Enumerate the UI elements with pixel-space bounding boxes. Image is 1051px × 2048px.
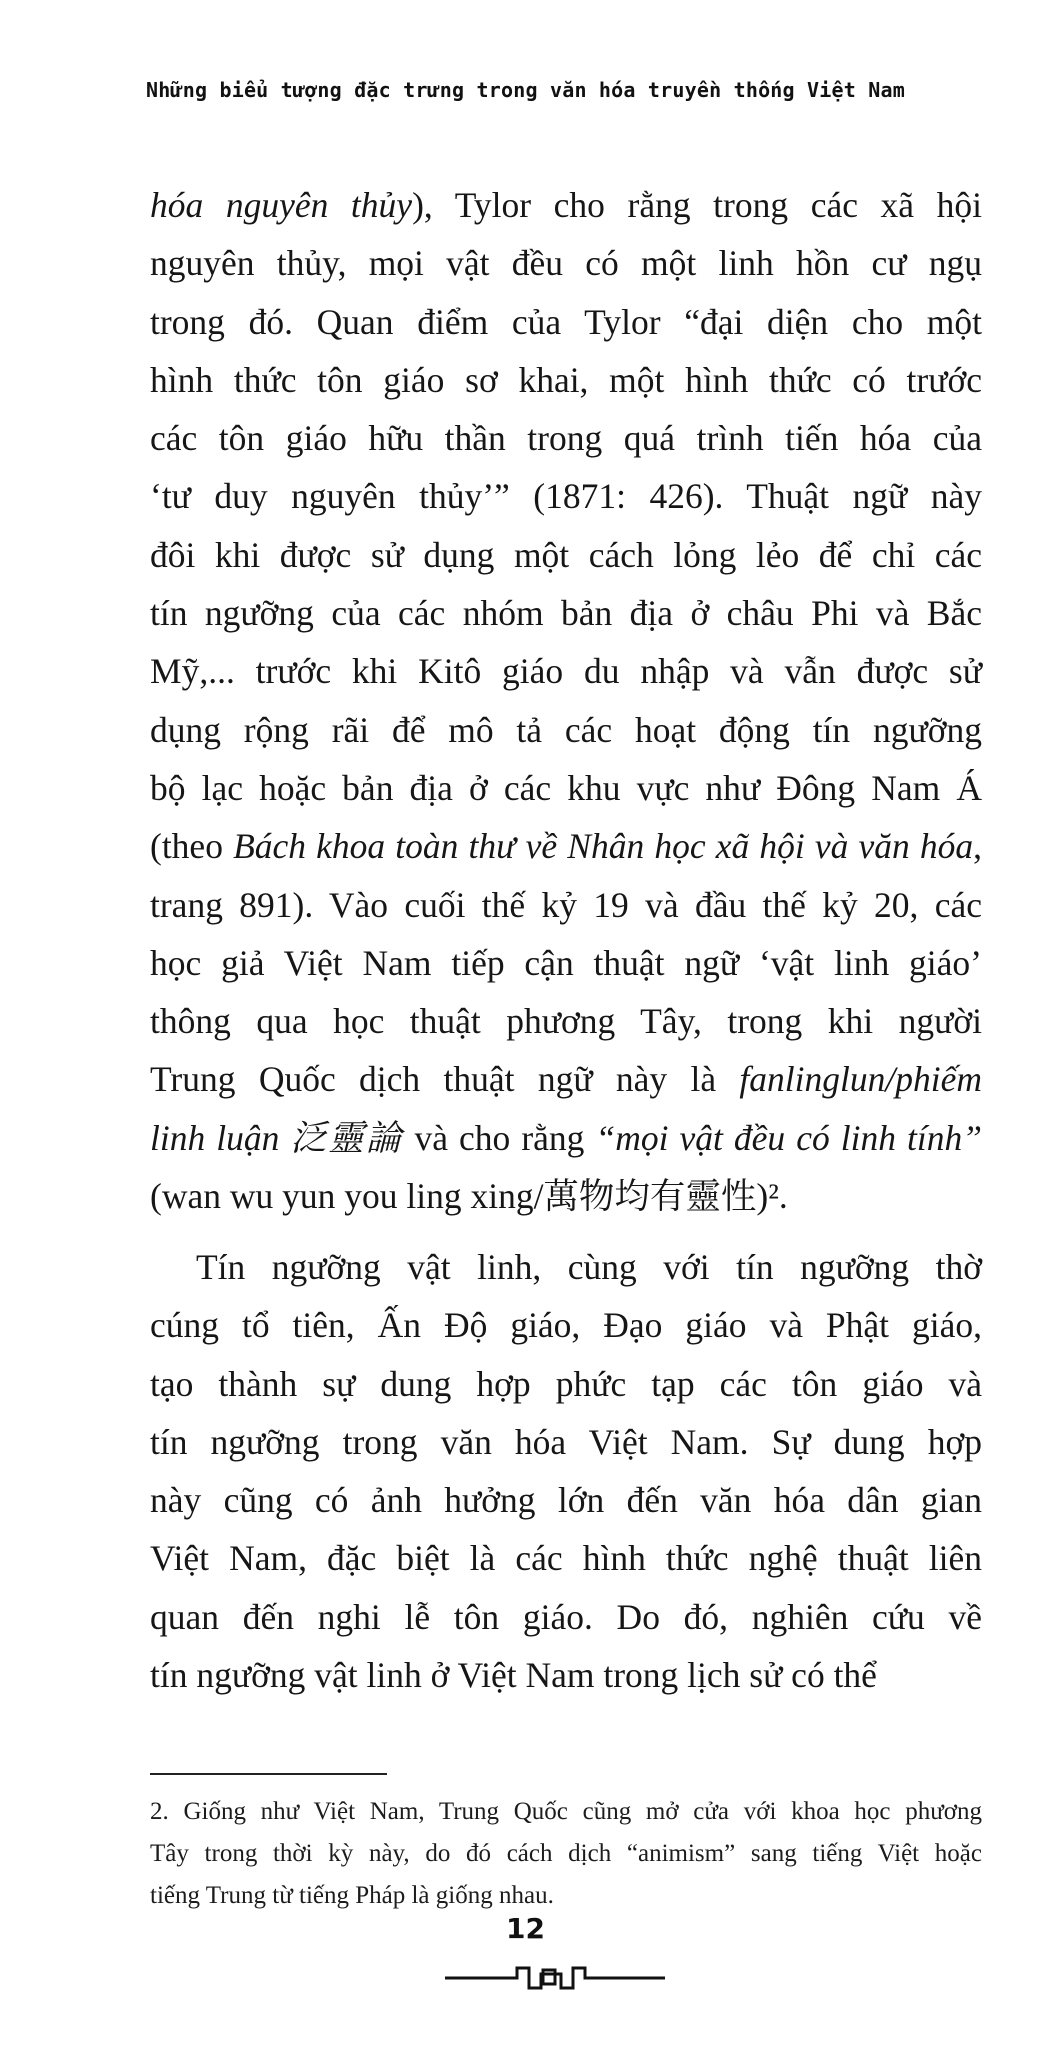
- footnote-line: tiếng Trung từ tiếng Pháp là giống nhau.: [150, 1882, 554, 1909]
- text-line: [150, 1588, 982, 1646]
- italic-text: hóa nguyên thủy: [150, 185, 413, 225]
- text-run: Tín ngưỡng vật linh, cùng với tín ngưỡng thờ: [196, 1247, 982, 1287]
- text-run: tín ngưỡng vật linh ở Việt Nam trong lịch sử có thể: [150, 1655, 877, 1696]
- text-run: các tôn giáo hữu thần trong quá trình tiến hóa của: [150, 418, 982, 459]
- text-line: [150, 293, 982, 351]
- text-run: (theo: [150, 826, 234, 867]
- text-line: [150, 759, 982, 817]
- paragraph-1: [150, 176, 982, 1225]
- running-header: Những biểu tượng đặc trưng trong văn hóa truyền thống Việt Nam: [146, 78, 905, 102]
- italic-text: linh luận 泛靈論: [150, 1117, 404, 1158]
- text-line: [150, 409, 982, 467]
- text-line: [150, 176, 982, 234]
- text-run: ), Tylor cho rằng trong các xã hội: [412, 185, 983, 225]
- page-ornament: [445, 1960, 665, 1996]
- text-run: này cũng có ảnh hưởng lớn đến văn hóa dân gian: [150, 1480, 982, 1521]
- text-run: trang 891). Vào cuối thế kỷ 19 và đầu thế kỷ 20, các: [150, 884, 982, 925]
- text-run: dụng rộng rãi để mô tả các hoạt động tín ngưỡng: [150, 709, 982, 750]
- footnote: [150, 1791, 982, 1917]
- text-run: ‘tư duy nguyên thủy’” (1871: 426). Thuật ngữ này: [150, 476, 982, 517]
- text-line: [150, 1471, 982, 1529]
- text-run: tín ngưỡng của các nhóm bản địa ở châu Phi và Bắc: [150, 593, 982, 634]
- italic-text: “mọi vật đều có linh tính”: [595, 1117, 982, 1158]
- text-run: quan đến nghi lễ tôn giáo. Do đó, nghiên cứu về: [150, 1596, 982, 1637]
- text-run: Trung Quốc dịch thuật ngữ này là: [150, 1059, 740, 1100]
- text-run: và cho rằng: [403, 1117, 596, 1158]
- text-run: Mỹ,... trước khi Kitô giáo du nhập và vẫn được sử: [150, 651, 982, 692]
- text-line: [150, 934, 982, 992]
- text-run: bộ lạc hoặc bản địa ở các khu vực như Đông Nam Á: [150, 767, 982, 808]
- text-run: hình thức tôn giáo sơ khai, một hình thức có trước: [150, 359, 982, 400]
- text-line: [150, 1413, 982, 1471]
- text-line: [150, 1646, 982, 1704]
- text-line: [150, 351, 982, 409]
- text-line: [150, 701, 982, 759]
- italic-text: fanlinglun/phiếm: [739, 1059, 982, 1100]
- footnote-line: Tây trong thời kỳ này, do đó cách dịch “animism” sang tiếng Việt hoặc: [150, 1840, 982, 1867]
- text-line: [150, 876, 982, 934]
- text-line: [150, 817, 982, 875]
- text-line: [150, 1529, 982, 1587]
- italic-text: Bách khoa toàn thư về Nhân học xã hội và văn hóa: [233, 826, 974, 867]
- text-line: [150, 584, 982, 642]
- text-line: [150, 1296, 982, 1354]
- footnote-line: 2. Giống như Việt Nam, Trung Quốc cũng mở cửa với khoa học phương: [150, 1798, 982, 1825]
- text-run: cúng tổ tiên, Ấn Độ giáo, Đạo giáo và Phật giáo,: [150, 1305, 982, 1346]
- text-run: thông qua học thuật phương Tây, trong khi người: [150, 1001, 982, 1042]
- text-line: [150, 1238, 982, 1296]
- text-line: [150, 526, 982, 584]
- text-run: học giả Việt Nam tiếp cận thuật ngữ ‘vật linh giáo’: [150, 942, 982, 983]
- text-line: [150, 1355, 982, 1413]
- text-line: [150, 1050, 982, 1108]
- footnote-divider: [150, 1773, 387, 1775]
- paragraph-2: [150, 1238, 982, 1704]
- text-run: nguyên thủy, mọi vật đều có một linh hồn cư ngụ: [150, 243, 982, 284]
- text-run: tạo thành sự dung hợp phức tạp các tôn giáo và: [150, 1363, 982, 1404]
- text-line: [150, 992, 982, 1050]
- text-run: ,: [973, 826, 982, 867]
- text-line: [150, 1109, 982, 1167]
- text-line: [150, 642, 982, 700]
- text-line: [150, 1167, 982, 1225]
- text-run: Việt Nam, đặc biệt là các hình thức nghệ thuật liên: [150, 1538, 982, 1579]
- text-run: tín ngưỡng trong văn hóa Việt Nam. Sự dung hợp: [150, 1421, 982, 1462]
- text-run: trong đó. Quan điểm của Tylor “đại diện cho một: [150, 301, 982, 342]
- text-line: [150, 467, 982, 525]
- text-run: (wan wu yun you ling xing/萬物均有靈性)².: [150, 1176, 788, 1217]
- text-line: [150, 234, 982, 292]
- text-run: đôi khi được sử dụng một cách lỏng lẻo để chỉ các: [150, 534, 982, 575]
- page-number: 12: [506, 1912, 545, 1945]
